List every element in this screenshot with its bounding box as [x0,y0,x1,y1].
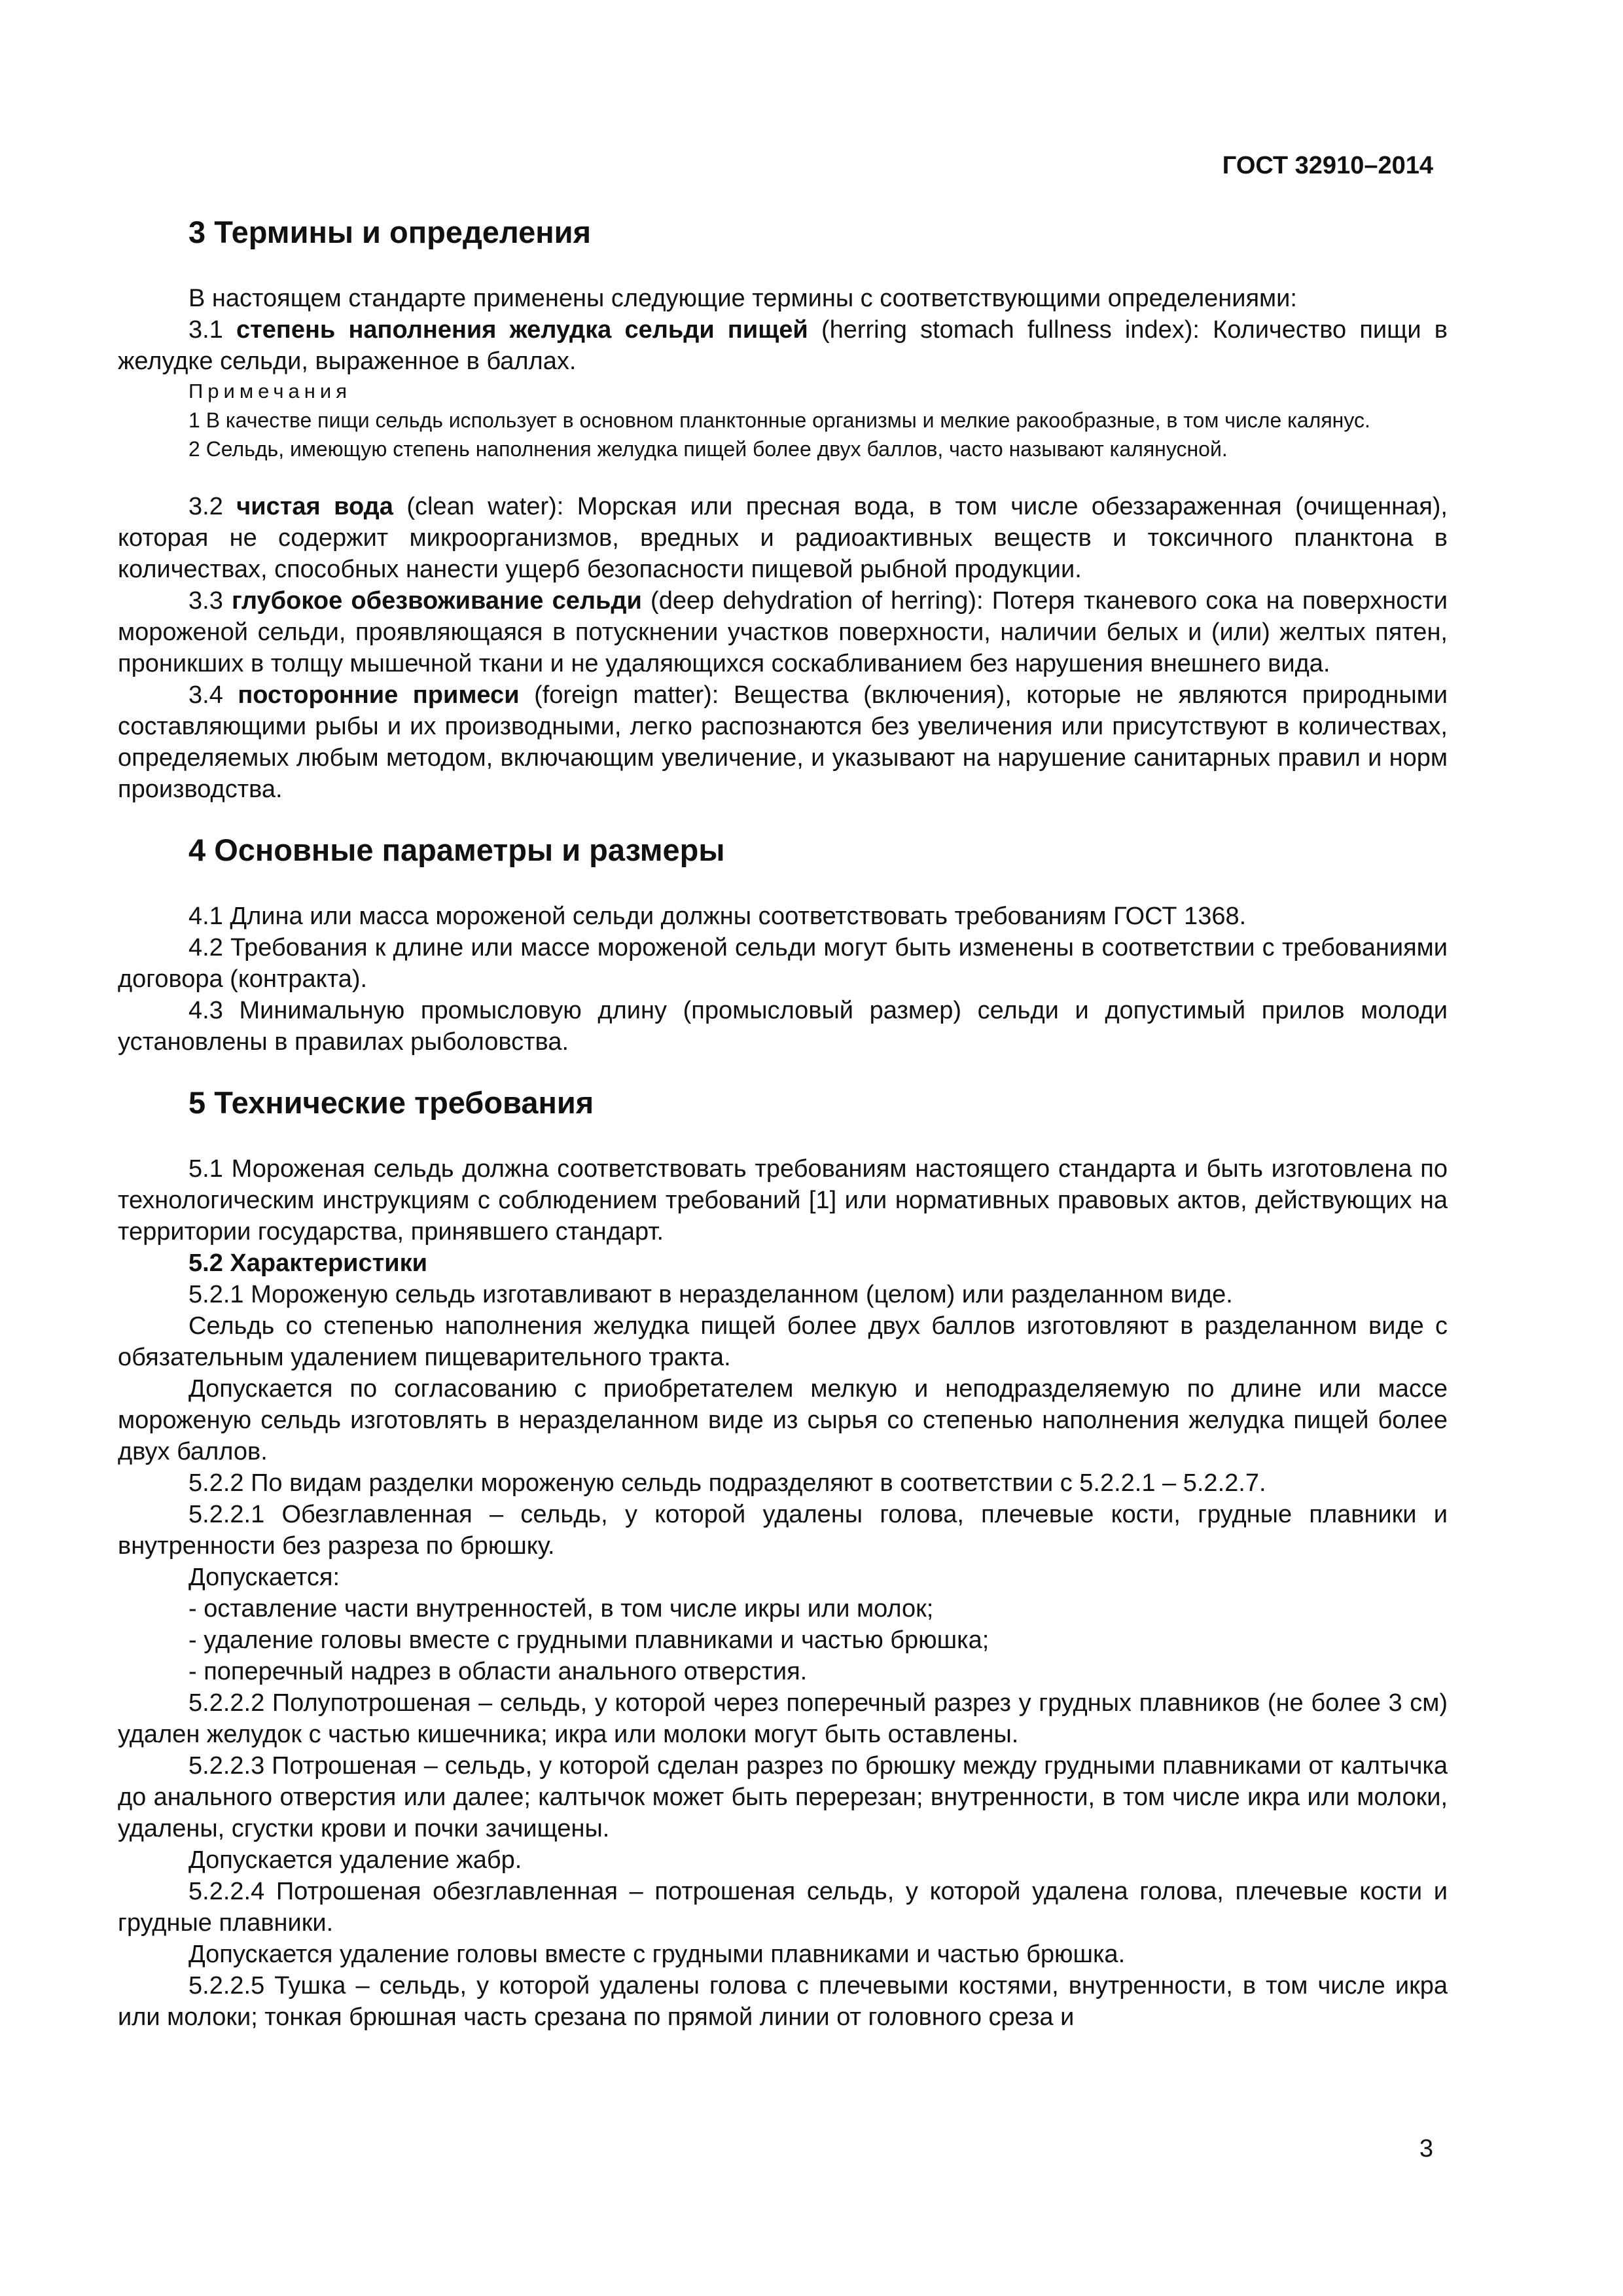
document-code-header: ГОСТ 32910–2014 [1222,152,1433,179]
para-5-2-1-c: Допускается по согласованию с приобретателем мелкую и неподразделяемую по длине или массе мороженую сельдь изготовлять в неразделанном виде из сырья со степенью наполнения желудка пищей более двух баллов. [118,1375,1448,1465]
para-5-2-1: 5.2.1 Мороженую сельдь изготавливают в неразделанном (целом) или разделанном виде. [188,1281,1233,1308]
term-3-4-name: посторонние примеси [238,681,520,709]
para-4-1: 4.1 Длина или масса мороженой сельди должны соответствовать требованиям ГОСТ 1368. [188,903,1247,930]
term-3-1-name: степень наполнения желудка сельди пищей [236,316,808,344]
para-4-3: 4.3 Минимальную промысловую длину (промысловый размер) сельди и допустимый прилов молоди установлены в правилах рыболовства. [118,997,1448,1056]
note-1: 1 В качестве пищи сельдь использует в основном планктонные организмы и мелкие ракообразные, в том числе калянус. [188,408,1370,432]
para-5-2-2-1: 5.2.2.1 Обезглавленная – сельдь, у которой удалены голова, плечевые кости, грудные плавники и внутренности без разреза по брюшку. [118,1501,1448,1560]
term-3-2-name: чистая вода [236,493,393,520]
para-5-2-2: 5.2.2 По видам разделки мороженую сельдь подразделяют в соответствии с 5.2.2.1 – 5.2.2.7. [188,1469,1266,1497]
term-3-4: 3.4 посторонние примеси (foreign matter): Вещества (включения), которые не являются природными составляющими рыбы и их производными, легко распознаются без увеличения или присутствуют в количествах, определяемых любым методом, включающим увеличение, и указывают на нарушение санитарных правил и норм производства. [118,681,1448,803]
section-5-title: 5 Технические требования [188,1085,594,1120]
document-body [118,209,1448,2033]
para-5-2-2-5: 5.2.2.5 Тушка – сельдь, у которой удалены голова с плечевыми костями, внутренности, в том числе икра или молоки; тонкая брюшная часть срезана по прямой линии от головного среза и [118,1972,1448,2031]
list-item: - оставление части внутренностей, в том числе икры или молок; [188,1595,934,1623]
para-5-1: 5.1 Мороженая сельдь должна соответствовать требованиям настоящего стандарта и быть изготовлена по технологическим инструкциям с соблюдением требований [1] или нормативных правовых актов, действующих на территории государства, принявшего стандарт. [118,1155,1448,1246]
para-5-2-2-4: 5.2.2.4 Потрошеная обезглавленная – потрошеная сельдь, у которой удалена голова, плечевые кости и грудные плавники. [118,1878,1448,1937]
list-item: - удаление головы вместе с грудными плавниками и частью брюшка; [188,1626,990,1654]
allowance-3: Допускается удаление головы вместе с грудными плавниками и частью брюшка. [188,1941,1126,1968]
para-5-2-2-2: 5.2.2.2 Полупотрошеная – сельдь, у которой через поперечный разрез у грудных плавников (не более 3 см) удален желудок с частью кишечника; икра или молоки могут быть оставлены. [118,1689,1448,1748]
list-item: - поперечный надрез в области анального отверстия. [188,1658,808,1685]
allowance-1: Допускается: [188,1564,340,1591]
section-3-title: 3 Термины и определения [188,215,591,249]
para-5-2-2-3: 5.2.2.3 Потрошеная – сельдь, у которой сделан разрез по брюшку между грудными плавниками от калтычка до анального отверстия или далее; калтычок может быть перерезан; внутренности, в том числе икра или молоки, удалены, сгустки крови и почки зачищены. [118,1752,1448,1842]
term-3-2: 3.2 чистая вода (clean water): Морская или пресная вода, в том числе обеззараженная (очищенная), которая не содержит микроорганизмов, вредных и радиоактивных веществ и токсичного планктона в количествах, способных нанести ущерб безопасности пищевой рыбной продукции. [118,493,1448,583]
note-2: 2 Сельдь, имеющую степень наполнения желудка пищей более двух баллов, часто называют калянусной. [188,437,1228,461]
section-4-title: 4 Основные параметры и размеры [188,833,725,867]
notes-heading: Примечания [188,380,351,403]
term-3-1: 3.1 степень наполнения желудка сельди пищей (herring stomach fullness index): Количество пищи в желудке сельди, выраженное в баллах. [118,316,1448,375]
page-number: 3 [1419,2135,1433,2162]
term-3-3-name: глубокое обезвоживание сельди [232,587,642,615]
allowance-2: Допускается удаление жабр. [188,1846,522,1874]
subsection-5-2-heading: 5.2 Характеристики [188,1249,428,1277]
section-3-intro: В настоящем стандарте применены следующие термины с соответствующими определениями: [188,285,1297,312]
para-4-2: 4.2 Требования к длине или массе мороженой сельди могут быть изменены в соответствии с требованиями договора (контракта). [118,934,1448,993]
term-3-3: 3.3 глубокое обезвоживание сельди (deep dehydration of herring): Потеря тканевого сока на поверхности мороженой сельди, проявляющаяся в потускнении участков поверхности, наличии белых и (или) желтых пятен, проникших в толщу мышечной ткани и не удаляющихся соскабливанием без нарушения внешнего вида. [118,587,1448,677]
para-5-2-1-b: Сельдь со степенью наполнения желудка пищей более двух баллов изготовляют в разделанном виде с обязательным удалением пищеварительного тракта. [118,1312,1448,1371]
